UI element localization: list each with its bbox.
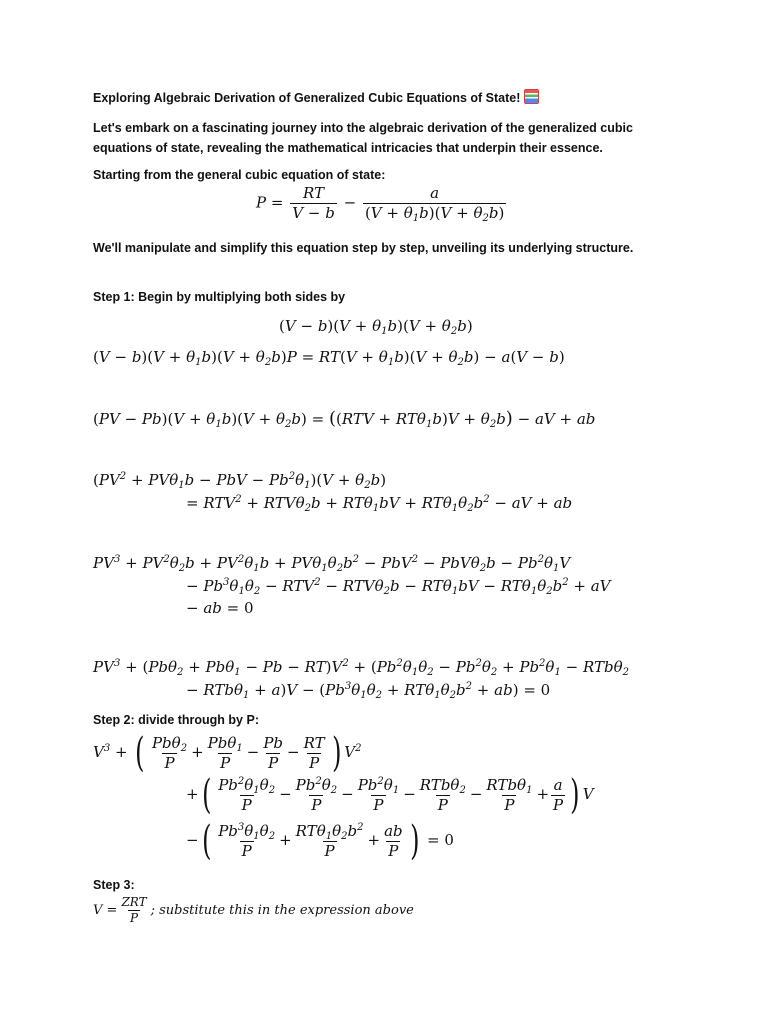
equation-step1-e-line2: − $RTb\theta_1 + a)V - (Pb^3\theta_1\theta_2 + RT\theta_1\theta_2b^2 + ab) = 0$: [186, 681, 551, 701]
equation-step1-c-line2: = $RTV^2 + RTV\theta_2b + RT\theta_1bV + RT\theta_1\theta_2b^2$ − aV + ab: [186, 494, 573, 514]
step2-heading: Step 2: divide through by P:: [93, 713, 259, 727]
step1-heading: Step 1: Begin by multiplying both sides by: [93, 290, 346, 304]
equation-step3: V = $\frac{\text{ZRT}}{P}$ ; substitute this in the expression above: [93, 895, 414, 925]
equation-step1-a: $(V - b)(V + \theta_1b)(V + \theta_2b)P = RT(V + \theta_1b)(V + \theta_2b) - a(V - b)$: [93, 348, 565, 368]
equation-step1-d-line2: − $Pb^3\theta_1\theta_2 - RTV^2 - RTV\theta_2b - RT\theta_1bV - RT\theta_1\theta_2b^2$ + aV: [186, 577, 611, 597]
equation-step2-line1: $V^3$ + ( $\frac{Pb\theta_2}{P}$ + $\frac{Pb\theta_1}{P}$ − $\frac{Pb}{P}$ − $\frac{RT}{P}$ ) $V^2$: [93, 730, 362, 776]
equation-general-cubic: P = $\frac{RT}{V - b}$ − $\frac{a}{(V + \theta_1b)(V + \theta_2b)}$: [256, 184, 505, 224]
equation-step2-line2: +( $\frac{Pb^2\theta_1\theta_2}{P}$ − $\frac{Pb^2\theta_2}{P}$ − $\frac{Pb^2\theta_1}{P}$ − $\frac{RTb\theta_2}{P}$ − $\frac{RTb\theta_1}{P}$ + $\frac{a}{P}$ ) V: [186, 772, 594, 818]
equation-step1-e-line1: $PV^3 + (Pb\theta_2 + Pb\theta_1 - Pb - RT)V^2 + (Pb^2\theta_1\theta_2 - Pb^2\theta_2 + Pb^2\theta_1 - RTb\theta_2$: [93, 658, 629, 678]
equation-step1-d-line1: $PV^3 + PV^2\theta_2b + PV^2\theta_1b + PV\theta_1\theta_2b^2 - PbV^2 - PbV\theta_2b - Pb^2\theta_1V$: [93, 554, 571, 574]
intro-paragraph: Let's embark on a fascinating journey into the algebraic derivation of the generalized cubic equations of state, revealing the mathematical intricacies that underpin their essence.: [93, 121, 633, 155]
equation-step2-line3: −( $\frac{Pb^3\theta_1\theta_2}{P}$ + $\frac{RT\theta_1\theta_2b^2}{P}$ + $\frac{ab}{P}$ ) = 0: [186, 818, 454, 864]
equation-step1-c-line1: ($PV^2 + PV\theta_1b$ − PbV − $Pb^2\theta_1)(V + \theta_2b)$: [93, 471, 387, 491]
step3-heading: Step 3:: [93, 878, 135, 892]
manipulate-paragraph: We'll manipulate and simplify this equation step by step, unveiling its underlying structure.: [93, 241, 634, 255]
equation-multiplier: $(V - b)(V + \theta_1b)(V + \theta_2b)$: [279, 317, 473, 337]
equation-step1-d-line3: − ab = 0: [186, 599, 254, 617]
title-text: Exploring Algebraic Derivation of Generalized Cubic Equations of State!: [93, 91, 521, 105]
document-page: [93, 0, 683, 1024]
starting-line: Starting from the general cubic equation of state:: [93, 168, 386, 182]
equation-step1-b: $(PV - Pb)(V + \theta_1b)(V + \theta_2b) = ((RTV + RT\theta_1b)V + \theta_2b)$ − aV + ab: [93, 408, 596, 430]
abacus-emoji-icon: [524, 89, 539, 104]
step3-text: ; substitute this in the expression above: [150, 903, 414, 918]
document-title: [93, 88, 683, 108]
